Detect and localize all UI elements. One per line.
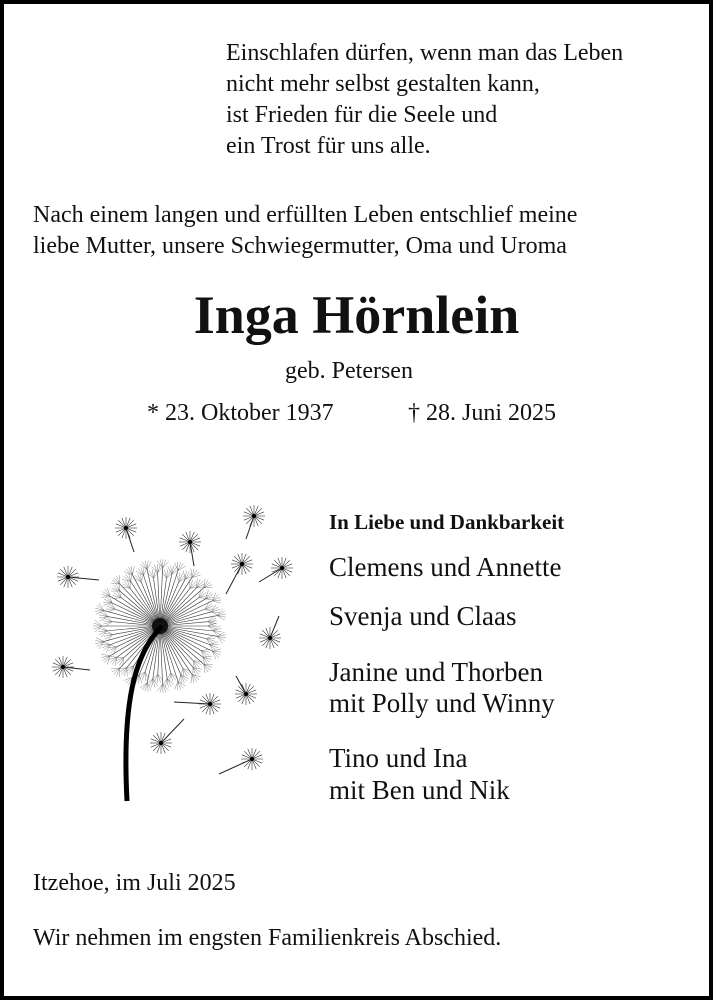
- seed-stalk: [160, 626, 178, 681]
- mourner-line: mit Ben und Nik: [329, 775, 510, 805]
- seed-fluff: [157, 561, 162, 568]
- seed-fluff: [178, 564, 184, 571]
- seed-fluff: [113, 647, 117, 655]
- seed-fluff: [212, 594, 218, 600]
- seed-fluff: [201, 649, 210, 650]
- maiden-name: geb. Petersen: [285, 358, 413, 384]
- seed-fluff: [124, 572, 132, 575]
- seed-fluff: [181, 675, 189, 679]
- seed-fluff: [204, 582, 211, 588]
- flying-seed-stem: [236, 676, 246, 694]
- seed-fluff: [176, 573, 179, 582]
- seed-fluff: [99, 628, 108, 630]
- seed-fluff: [185, 573, 192, 579]
- seed-fluff: [106, 645, 110, 653]
- flying-seed-stem: [226, 564, 242, 594]
- seed-fluff: [133, 578, 141, 582]
- seed-fluff: [203, 657, 212, 658]
- seed-fluff: [114, 668, 120, 675]
- seed-fluff: [145, 672, 148, 680]
- seed-fluff: [193, 661, 199, 668]
- flying-seed-stem: [68, 577, 99, 580]
- seed-fluff: [208, 615, 214, 621]
- flying-seed: [268, 636, 272, 640]
- seed-stalk: [133, 575, 160, 626]
- seed-fluff: [178, 681, 184, 688]
- seed-fluff: [97, 605, 104, 610]
- place-date: Itzehoe, im Juli 2025: [33, 870, 236, 896]
- poem-line: nicht mehr selbst gestalten kann,: [226, 71, 540, 97]
- seed-fluff: [157, 684, 162, 691]
- seed-fluff: [95, 620, 102, 626]
- seed-fluff: [163, 560, 166, 568]
- seed-fluff: [191, 674, 192, 683]
- seed-fluff: [104, 603, 113, 605]
- seed-fluff: [112, 588, 120, 591]
- seed-fluff: [133, 566, 135, 575]
- flying-seed: [61, 665, 65, 669]
- poem-line: ein Trost für uns alle.: [226, 133, 431, 159]
- seed-fluff: [211, 607, 218, 612]
- flying-seed: [250, 757, 254, 761]
- flying-seed: [124, 526, 128, 530]
- seed-fluff: [205, 601, 209, 609]
- mourner-line: Svenja und Claas: [329, 601, 517, 631]
- seed-fluff: [210, 645, 217, 651]
- flying-seed: [188, 540, 192, 544]
- seed-fluff: [204, 585, 212, 588]
- mourners-heading: In Liebe und Dankbarkeit: [329, 510, 565, 534]
- intro-line: liebe Mutter, unsere Schwiegermutter, Oma und Uroma: [33, 233, 567, 259]
- seed-fluff: [154, 674, 157, 682]
- seed-fluff: [140, 672, 146, 679]
- seed-fluff: [183, 571, 185, 580]
- seed-fluff: [208, 623, 216, 626]
- seed-fluff: [158, 674, 161, 683]
- seed-fluff: [101, 654, 110, 655]
- seed-fluff: [163, 561, 169, 568]
- intro-line: Nach einem langen und erfüllten Leben entschlief meine: [33, 202, 578, 228]
- seed-fluff: [139, 675, 142, 684]
- flying-seed: [240, 562, 244, 566]
- seed-fluff: [103, 622, 112, 624]
- seed-fluff: [191, 569, 192, 578]
- seed-fluff: [160, 684, 163, 693]
- seed-fluff: [210, 645, 218, 648]
- mourner-line: Clemens und Annette: [329, 552, 562, 582]
- seed-fluff: [160, 559, 163, 568]
- flying-seed: [244, 692, 248, 696]
- seed-fluff: [107, 606, 115, 609]
- flying-seed: [208, 702, 212, 706]
- seed-fluff: [117, 658, 124, 664]
- death-date: † 28. Juni 2025: [408, 400, 557, 426]
- seed-fluff: [183, 668, 191, 671]
- seed-fluff: [204, 664, 211, 670]
- flying-seed: [280, 566, 284, 570]
- flying-seed: [66, 575, 70, 579]
- closing-text: Wir nehmen im engsten Familienkreis Abschied.: [33, 925, 502, 951]
- poem-line: Einschlafen dürfen, wenn man das Leben: [226, 40, 624, 66]
- seed-fluff: [212, 601, 221, 603]
- flying-seed: [159, 741, 163, 745]
- dandelion-icon: [4, 4, 334, 824]
- seed-fluff: [106, 597, 112, 603]
- seed-fluff: [175, 681, 178, 689]
- seed-fluff: [205, 606, 213, 609]
- seed-fluff: [206, 639, 213, 644]
- seed-fluff: [208, 626, 216, 629]
- seed-fluff: [113, 585, 120, 591]
- birth-date: * 23. Oktober 1937: [147, 400, 334, 426]
- seed-fluff: [158, 564, 161, 573]
- seed-fluff: [147, 572, 154, 578]
- mourner-line: Janine und Thorben: [329, 657, 543, 687]
- seed-fluff: [208, 622, 217, 624]
- seed-fluff: [107, 609, 115, 612]
- poem-line: ist Frieden für die Seele und: [226, 102, 498, 128]
- seed-fluff: [213, 628, 222, 630]
- seed-stalk: [160, 571, 178, 626]
- seed-fluff: [114, 578, 120, 585]
- mourner-line: mit Polly und Winny: [329, 688, 555, 718]
- seed-fluff: [101, 596, 110, 597]
- seed-fluff: [212, 593, 216, 601]
- seed-fluff: [212, 649, 221, 651]
- seed-fluff: [154, 565, 157, 573]
- seed-fluff: [94, 626, 102, 629]
- flying-seed: [252, 514, 256, 518]
- seed-fluff: [97, 641, 104, 646]
- seed-fluff: [94, 623, 102, 626]
- mourner-line: Tino und Ina: [329, 743, 468, 773]
- deceased-name: Inga Hörnlein: [193, 285, 520, 345]
- seed-fluff: [212, 651, 218, 657]
- seed-fluff: [197, 581, 203, 588]
- seed-fluff: [102, 645, 110, 648]
- flying-seed-stem: [259, 568, 282, 582]
